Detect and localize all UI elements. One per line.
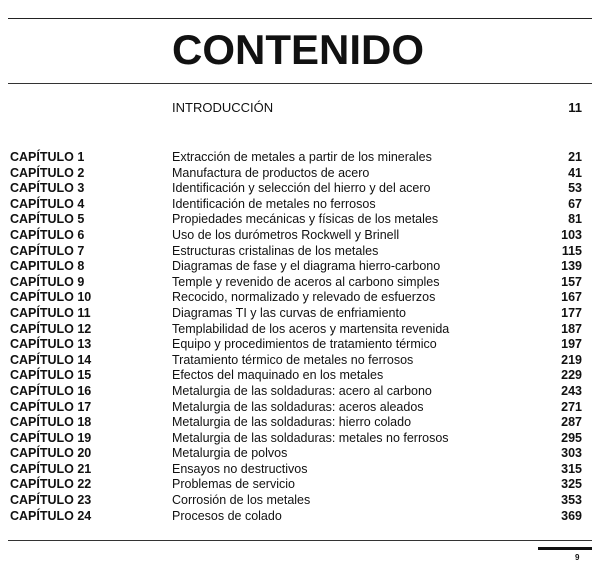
chapter-label: CAPÍTULO 21 <box>10 461 92 476</box>
chapter-label: CAPÍTULO 2 <box>10 165 85 180</box>
chapter-title: Efectos del maquinado en los metales <box>172 368 384 383</box>
chapter-title: Extracción de metales a partir de los minerales <box>172 150 432 164</box>
chapter-title: Procesos de colado <box>172 508 282 523</box>
chapter-page: 295 <box>561 430 582 445</box>
toc-row <box>0 353 600 369</box>
toc-row <box>0 446 600 462</box>
toc-row <box>0 166 600 182</box>
chapter-page: 157 <box>561 274 582 289</box>
toc-row <box>0 337 600 353</box>
footer-rule <box>538 547 592 550</box>
chapter-title: Temple y revenido de aceros al carbono simples <box>172 274 440 289</box>
chapter-page: 167 <box>561 290 582 305</box>
toc-row <box>0 150 600 166</box>
chapter-title: Ensayos no destructivos <box>172 461 308 476</box>
chapter-title: Metalurgia de polvos <box>172 446 288 461</box>
chapter-title: Diagramas de fase y el diagrama hierro-carbono <box>172 259 441 274</box>
toc-row <box>0 197 600 213</box>
chapter-label: CAPÍTULO 10 <box>10 290 92 305</box>
bottom-rule <box>8 540 592 541</box>
chapter-label: CAPÍTULO 4 <box>10 196 85 211</box>
chapter-label: CAPÍTULO 22 <box>10 477 92 492</box>
page-number: 9 <box>575 553 580 562</box>
chapter-label: CAPÍTULO 6 <box>10 227 85 242</box>
chapter-label: CAPÍTULO 14 <box>10 352 92 367</box>
chapter-title: Uso de los durómetros Rockwell y Brinell <box>172 227 400 242</box>
toc-row <box>0 509 600 525</box>
chapter-label: CAPÍTULO 5 <box>10 212 85 227</box>
chapter-label: CAPÍTULO 1 <box>10 150 85 164</box>
chapter-title: Metalurgia de las soldaduras: metales no ferrosos <box>172 430 449 445</box>
chapter-page: 287 <box>561 415 582 430</box>
chapter-page: 325 <box>561 477 582 492</box>
chapter-page: 53 <box>568 181 582 196</box>
table-of-contents <box>0 150 600 524</box>
chapter-page: 197 <box>561 337 582 352</box>
chapter-page: 115 <box>561 243 582 258</box>
chapter-label: CAPÍTULO 16 <box>10 383 92 398</box>
chapter-page: 139 <box>561 259 582 274</box>
chapter-page: 81 <box>568 212 582 227</box>
toc-row <box>0 462 600 478</box>
chapter-page: 353 <box>561 493 582 508</box>
chapter-label: CAPÍTULO 24 <box>10 508 92 523</box>
chapter-label: CAPÍTULO 9 <box>10 274 85 289</box>
toc-row <box>0 322 600 338</box>
chapter-title: Metalurgia de las soldaduras: hierro colado <box>172 415 412 430</box>
chapter-label: CAPÍTULO 13 <box>10 337 92 352</box>
toc-row <box>0 275 600 291</box>
chapter-page: 229 <box>561 368 582 383</box>
toc-row <box>0 400 600 416</box>
chapter-page: 219 <box>561 352 582 367</box>
chapter-page: 187 <box>561 321 582 336</box>
toc-row <box>0 384 600 400</box>
chapter-label: CAPÍTULO 15 <box>10 368 92 383</box>
chapter-page: 177 <box>561 305 582 320</box>
chapter-page: 303 <box>561 446 582 461</box>
toc-row <box>0 290 600 306</box>
chapter-label: CAPITULO 8 <box>10 259 85 274</box>
chapter-page: 243 <box>561 383 582 398</box>
title-rule <box>8 83 592 84</box>
chapter-title: Equipo y procedimientos de tratamiento térmico <box>172 337 437 352</box>
intro-page: 11 <box>568 100 582 115</box>
toc-row <box>0 212 600 228</box>
toc-row <box>0 477 600 493</box>
chapter-page: 315 <box>561 461 582 476</box>
chapter-title: Tratamiento térmico de metales no ferrosos <box>172 352 414 367</box>
chapter-page: 67 <box>568 196 582 211</box>
chapter-title: Propiedades mecánicas y físicas de los metales <box>172 212 439 227</box>
chapter-title: Manufactura de productos de acero <box>172 165 370 180</box>
top-rule <box>8 18 592 19</box>
chapter-title: Metalurgia de las soldaduras: acero al carbono <box>172 383 432 398</box>
toc-row <box>0 244 600 260</box>
toc-row <box>0 259 600 275</box>
chapter-label: CAPÍTULO 7 <box>10 243 85 258</box>
toc-row <box>0 415 600 431</box>
chapter-label: CAPÍTULO 19 <box>10 430 92 445</box>
chapter-title: Templabilidad de los aceros y martensita revenida <box>172 321 450 336</box>
chapter-title: Identificación de metales no ferrosos <box>172 196 376 211</box>
chapter-label: CAPÍTULO 23 <box>10 493 92 508</box>
chapter-label: CAPÍTULO 3 <box>10 181 85 196</box>
chapter-title: Recocido, normalizado y relevado de esfuerzos <box>172 290 436 305</box>
chapter-label: CAPÍTULO 11 <box>10 305 91 320</box>
chapter-page: 271 <box>561 399 582 414</box>
toc-row <box>0 306 600 322</box>
toc-row <box>0 368 600 384</box>
chapter-label: CAPÍTULO 20 <box>10 446 92 461</box>
chapter-title: Diagramas TI y las curvas de enfriamiento <box>172 305 406 320</box>
toc-row <box>0 181 600 197</box>
chapter-page: 369 <box>561 508 582 523</box>
chapter-title: Metalurgia de las soldaduras: aceros aleados <box>172 399 424 414</box>
chapter-title: Corrosión de los metales <box>172 493 311 508</box>
toc-row <box>0 493 600 509</box>
chapter-title: Problemas de servicio <box>172 477 295 492</box>
intro-title: INTRODUCCIÓN <box>172 100 274 115</box>
chapter-label: CAPÍTULO 12 <box>10 321 92 336</box>
chapter-page: 103 <box>561 227 582 242</box>
chapter-title: Estructuras cristalinas de los metales <box>172 243 379 258</box>
chapter-title: Identificación y selección del hierro y del acero <box>172 181 431 196</box>
chapter-page: 21 <box>568 150 582 164</box>
toc-row <box>0 228 600 244</box>
chapter-label: CAPÍTULO 17 <box>10 399 92 414</box>
chapter-page: 41 <box>568 165 582 180</box>
toc-row <box>0 431 600 447</box>
chapter-label: CAPÍTULO 18 <box>10 415 92 430</box>
page-title: CONTENIDO <box>172 26 424 73</box>
